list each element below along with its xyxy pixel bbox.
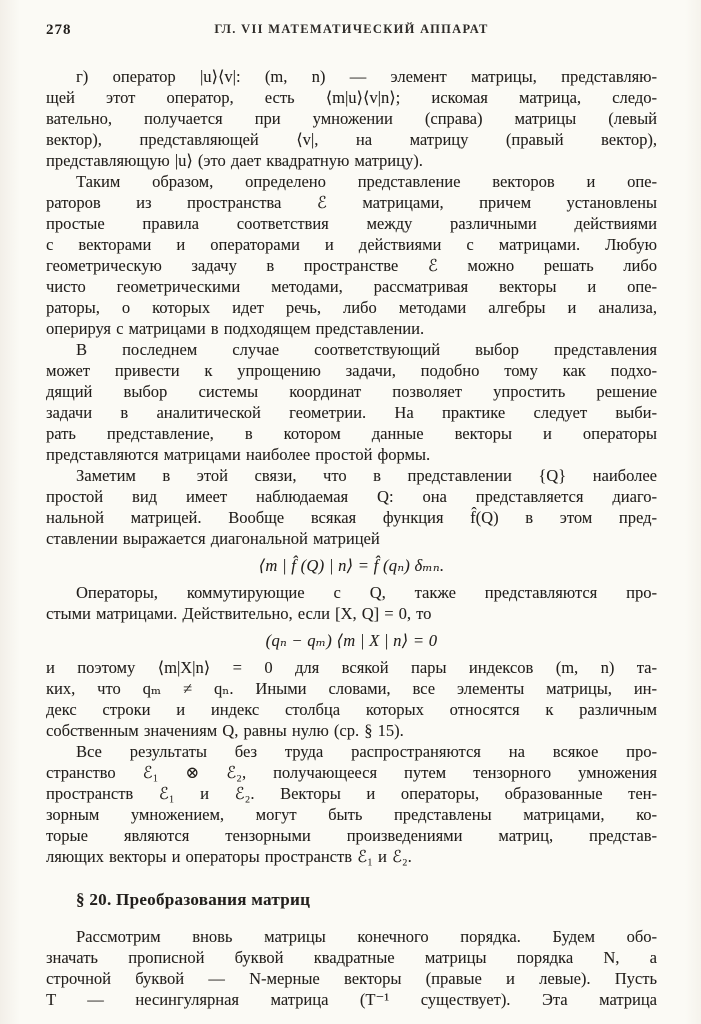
text-line: г) оператор |u⟩⟨v|: (m, n) — элемент матрицы, представляю-	[76, 67, 657, 86]
page-body	[46, 66, 657, 1010]
text-line: ляющих векторы и операторы пространств ℰ₁ и ℰ₂.	[46, 847, 412, 866]
text-line: В последнем случае соответствующий выбор представления	[76, 340, 657, 359]
text-line: декс строки и индекс столбца которых относятся к различным	[46, 700, 657, 719]
text-line: T — несингулярная матрица (T⁻¹ существует). Эта матрица	[46, 990, 657, 1009]
text-line: представляются матрицами наиболее простой формы.	[46, 445, 431, 464]
text-line: представляющую |u⟩ (это дает квадратную матрицу).	[46, 151, 423, 170]
section-heading: § 20. Преобразования матриц	[76, 890, 311, 909]
page-header	[46, 22, 657, 40]
text-line: пространств ℰ₁ и ℰ₂. Векторы и операторы, образованные тен-	[46, 784, 657, 803]
paragraph-commuting-operators	[46, 582, 657, 624]
text-line: и поэтому ⟨m|X|n⟩ = 0 для всякой пары индексов (m, n) та-	[46, 658, 657, 677]
text-line: с векторами и операторами и действиями с матрицами. Любую	[46, 235, 657, 254]
page-number: 278	[46, 22, 72, 38]
text-line: задачи в аналитической геометрии. На практике следует выби-	[46, 403, 657, 422]
text-line: геометрическую задачу в пространстве ℰ можно решать либо	[46, 256, 657, 275]
text-line: Все результаты без труда распространяются на всякое про-	[76, 742, 657, 761]
formula-commutator-zero: (qₙ − qₘ) ⟨m | X | n⟩ = 0	[265, 631, 438, 650]
text-line: раторов из пространства ℰ матрицами, причем установлены	[46, 193, 657, 212]
text-line: зорным умножением, могут быть представлены матрицами, ко-	[46, 805, 657, 824]
text-line: нальной матрицей. Вообще всякая функция f̂(Q) в этом пред-	[46, 508, 657, 527]
text-line: может привести к упрощению задачи, подобно тому как подхо-	[46, 361, 657, 380]
formula-diagonal-matrix: ⟨m | f̂ (Q) | n⟩ = f̂ (qₙ) δₘₙ.	[258, 556, 445, 575]
text-line: Операторы, коммутирующие с Q, также представляются про-	[76, 583, 657, 602]
text-line: собственным значениям Q, равны нулю (ср. § 15).	[46, 721, 404, 740]
text-line: Заметим в этой связи, что в представлении {Q} наиболее	[76, 466, 657, 485]
paragraph-diagonal-observable	[46, 465, 657, 549]
running-title: ГЛ. VII МАТЕМАТИЧЕСКИЙ АППАРАТ	[214, 22, 489, 36]
text-line: щей этот оператор, есть ⟨m|u⟩⟨v|n⟩; искомая матрица, следо-	[46, 88, 657, 107]
paragraph-finite-matrices	[46, 926, 657, 1010]
text-line: вектор), представляющей ⟨v|, на матрицу (правый вектор),	[46, 130, 657, 149]
text-line: торые являются тензорными произведениями матриц, представ-	[46, 826, 657, 845]
text-line: значать прописной буквой квадратные матрицы порядка N, а	[46, 948, 657, 967]
paragraph-choice-of-representation	[46, 339, 657, 465]
text-line: строчной буквой — N-мерные векторы (правые и левые). Пусть	[46, 969, 657, 988]
text-line: раторы, о которых идет речь, либо методами алгебры и анализа,	[46, 298, 657, 317]
paragraph-zero-elements	[46, 657, 657, 741]
text-line: вательно, получается при умножении (справа) матрицы (левый	[46, 109, 657, 128]
text-line: рать представление, в котором данные векторы и операторы	[46, 424, 657, 443]
text-line: простой вид имеет наблюдаемая Q: она представляется диаго-	[46, 487, 657, 506]
text-line: простые правила соответствия между различными действиями	[46, 214, 657, 233]
text-line: дящий выбор системы координат позволяет упростить решение	[46, 382, 657, 401]
text-line: странство ℰ₁ ⊗ ℰ₂, получающееся путем тензорного умножения	[46, 763, 657, 782]
text-line: ких, что qₘ ≠ qₙ. Иными словами, все элементы матрицы, ин-	[46, 679, 657, 698]
text-line: чисто геометрическими методами, рассматривая векторы и опе-	[46, 277, 657, 296]
text-line: Таким образом, определено представление векторов и опе-	[76, 172, 657, 191]
paragraph-representation-defined	[46, 171, 657, 339]
paragraph-tensor-product	[46, 741, 657, 867]
text-line: стыми матрицами. Действительно, если [X, Q] = 0, то	[46, 604, 432, 623]
text-line: ставлении выражается диагональной матрицей	[46, 529, 380, 548]
text-line: Рассмотрим вновь матрицы конечного порядка. Будем обо-	[76, 927, 657, 946]
text-line: оперируя с матрицами в подходящем представлении.	[46, 319, 425, 338]
paragraph-operator-matrix	[46, 66, 657, 171]
